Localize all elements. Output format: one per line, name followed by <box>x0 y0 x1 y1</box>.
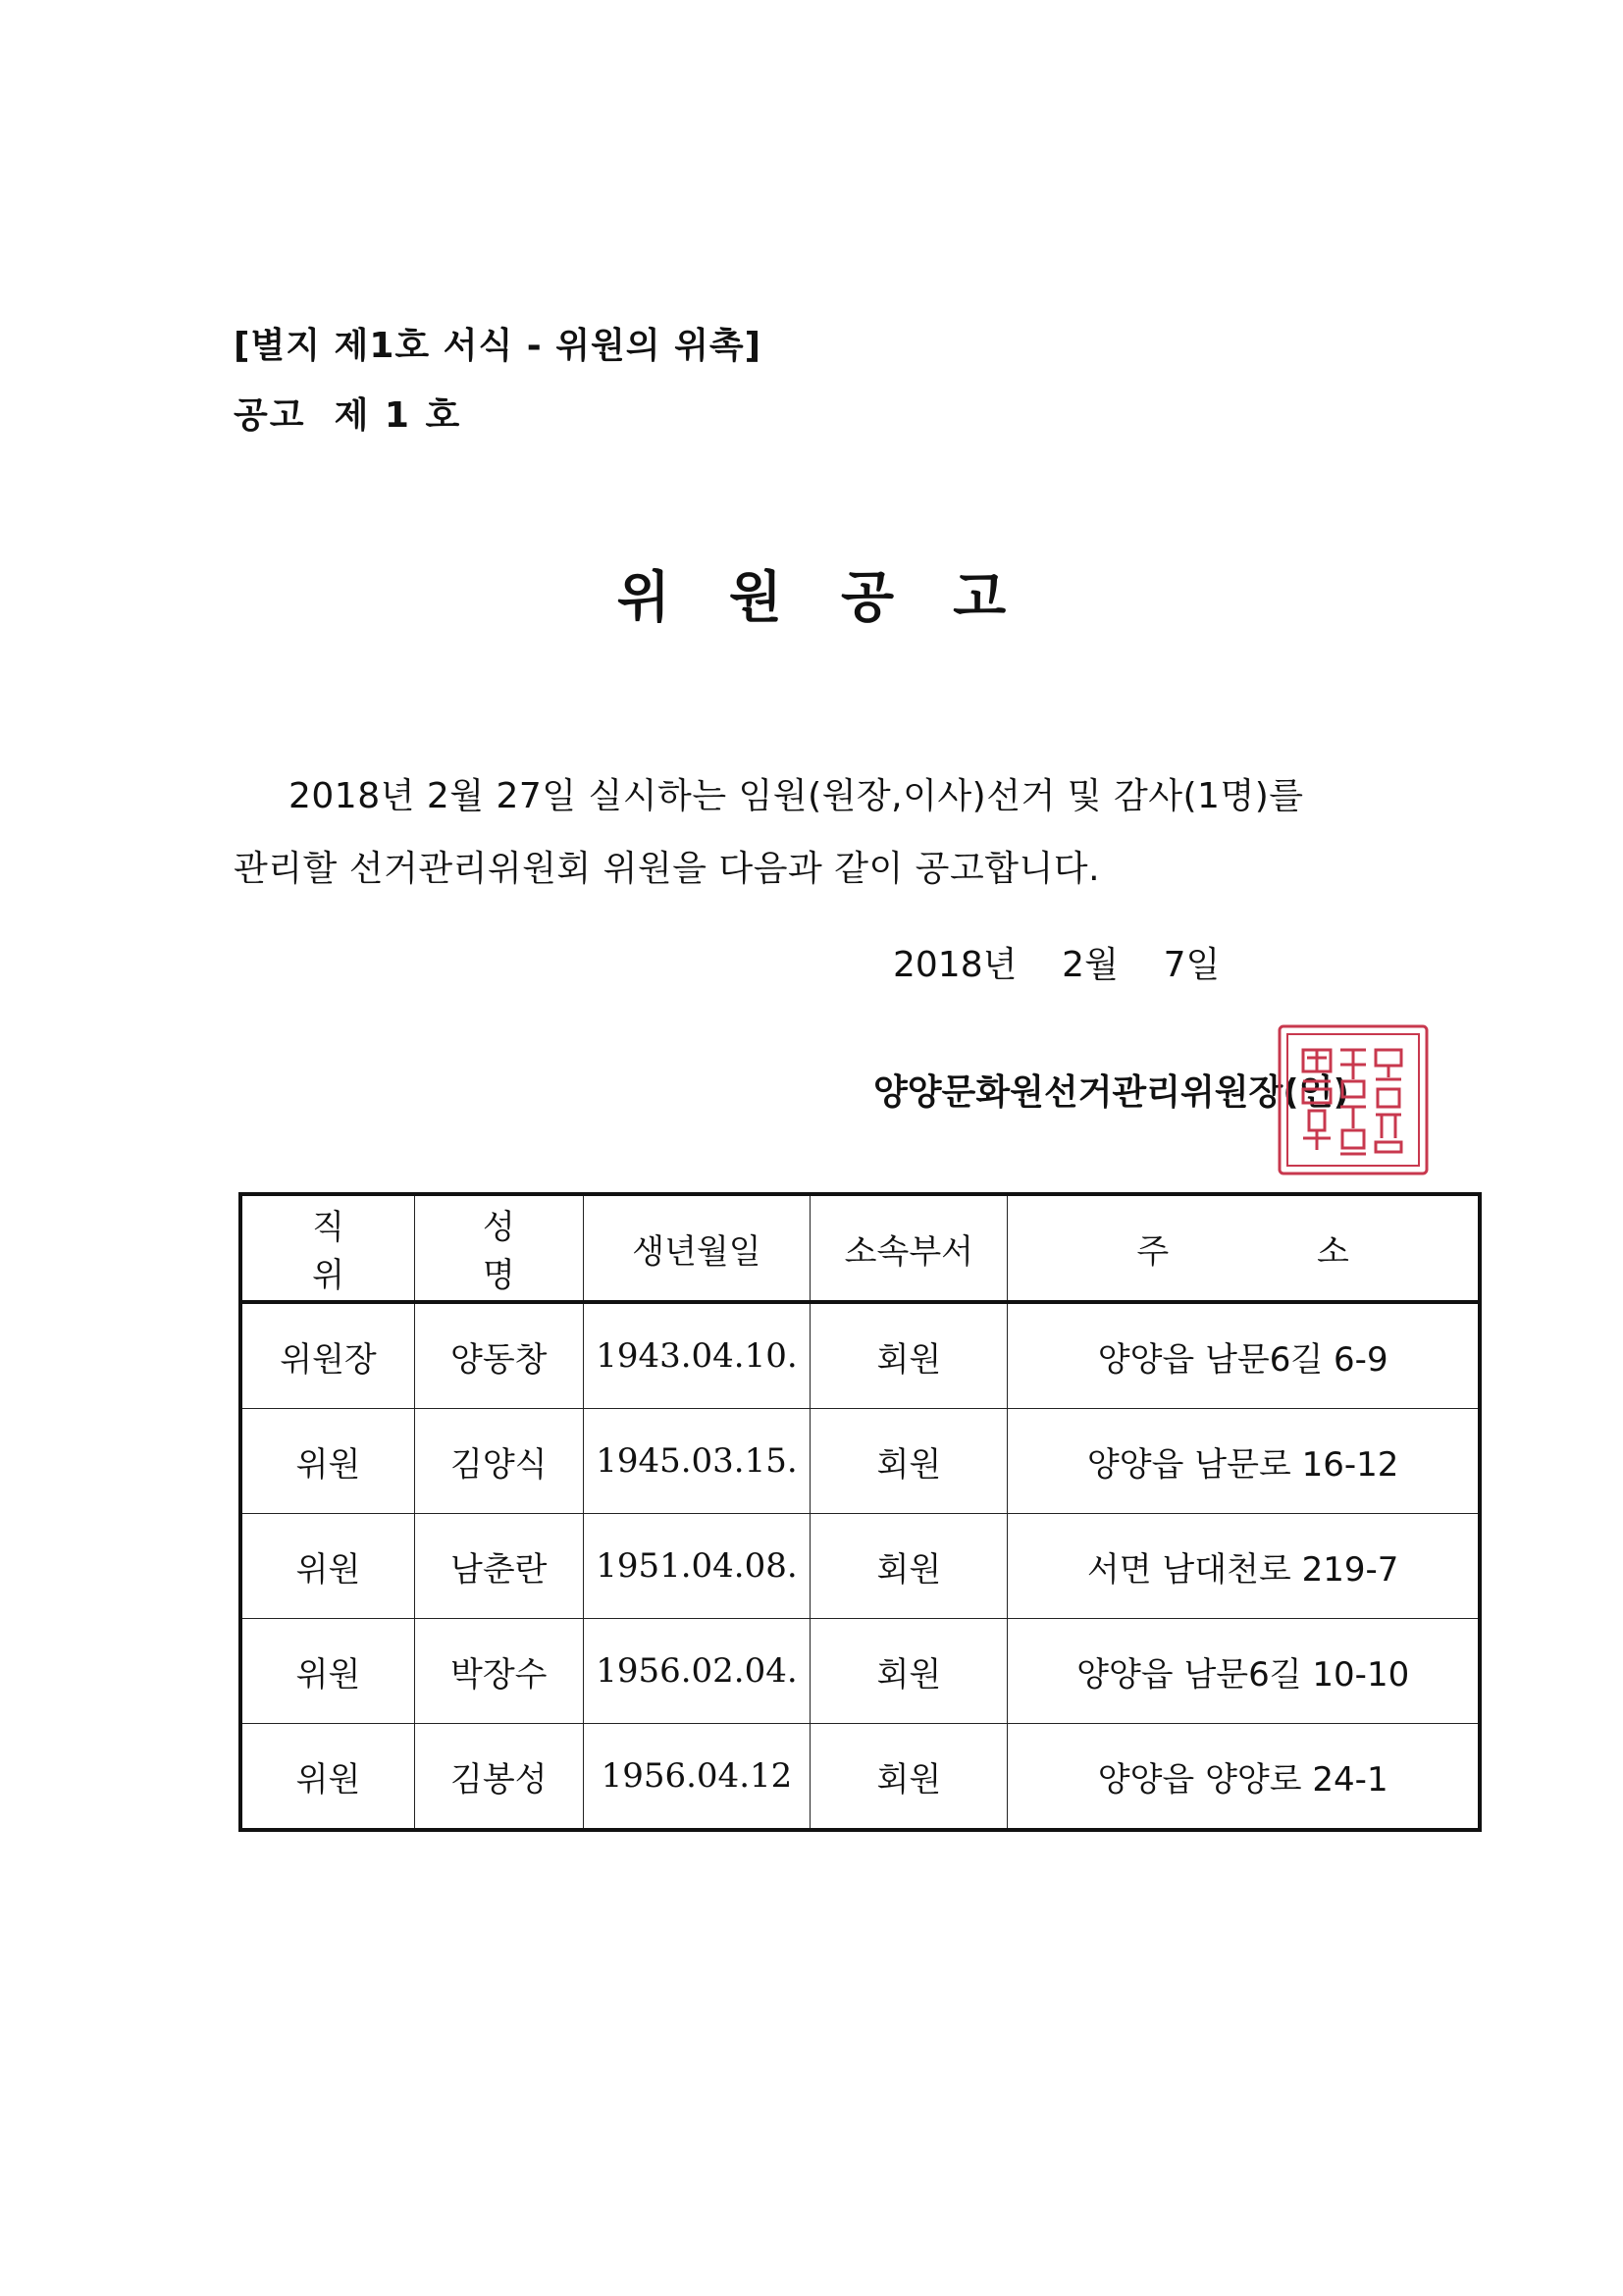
cell-birthdate: 1956.04.12 <box>583 1724 811 1831</box>
cell-name: 김봉성 <box>415 1724 584 1831</box>
table-row <box>240 1514 1480 1619</box>
form-label: [별지 제1호 서식 - 위원의 위촉] <box>234 326 762 366</box>
cell-position: 위원 <box>240 1724 415 1831</box>
document-title: 위원공고 <box>616 566 1066 630</box>
notice-number: 공고 제 1 호 <box>234 395 462 436</box>
cell-position: 위원 <box>240 1619 415 1724</box>
cell-department: 회원 <box>811 1619 1008 1724</box>
cell-address: 양양읍 남문로 16-12 <box>1008 1409 1480 1514</box>
cell-birthdate: 1956.02.04. <box>583 1619 811 1724</box>
header-position: 직 위 <box>240 1194 415 1302</box>
cell-department: 회원 <box>811 1724 1008 1831</box>
table-header-row <box>240 1194 1480 1302</box>
header-department: 소속부서 <box>811 1194 1008 1302</box>
committee-members-table <box>238 1192 1482 1832</box>
cell-position: 위원장 <box>240 1302 415 1409</box>
header-name: 성 명 <box>415 1194 584 1302</box>
cell-department: 회원 <box>811 1409 1008 1514</box>
cell-department: 회원 <box>811 1514 1008 1619</box>
cell-address: 양양읍 남문6길 6-9 <box>1008 1302 1480 1409</box>
notice-body-line-1: 2018년 2월 27일 실시하는 임원(원장,이사)선거 및 감사(1명)를 <box>288 776 1304 816</box>
cell-address: 양양읍 남문6길 10-10 <box>1008 1619 1480 1724</box>
cell-name: 양동창 <box>415 1302 584 1409</box>
table-row <box>240 1724 1480 1831</box>
cell-birthdate: 1943.04.10. <box>583 1302 811 1409</box>
cell-birthdate: 1945.03.15. <box>583 1409 811 1514</box>
issue-date: 2018년 2월 7일 <box>893 945 1221 985</box>
cell-name: 박장수 <box>415 1619 584 1724</box>
notice-body-line-2: 관리할 선거관리위원회 위원을 다음과 같이 공고합니다. <box>234 849 1101 889</box>
cell-address: 서면 남대천로 219-7 <box>1008 1514 1480 1619</box>
official-seal-icon <box>1274 1020 1433 1179</box>
cell-position: 위원 <box>240 1514 415 1619</box>
cell-address: 양양읍 양양로 24-1 <box>1008 1724 1480 1831</box>
table-row <box>240 1409 1480 1514</box>
cell-name: 남춘란 <box>415 1514 584 1619</box>
header-birthdate: 생년월일 <box>583 1194 811 1302</box>
cell-position: 위원 <box>240 1409 415 1514</box>
notice-body <box>234 760 1391 906</box>
cell-birthdate: 1951.04.08. <box>583 1514 811 1619</box>
table-row <box>240 1619 1480 1724</box>
table-row <box>240 1302 1480 1409</box>
cell-name: 김양식 <box>415 1409 584 1514</box>
header-address: 주 소 <box>1008 1194 1480 1302</box>
signer: 양양문화원선거관리위원장(인) <box>873 1072 1349 1113</box>
cell-department: 회원 <box>811 1302 1008 1409</box>
